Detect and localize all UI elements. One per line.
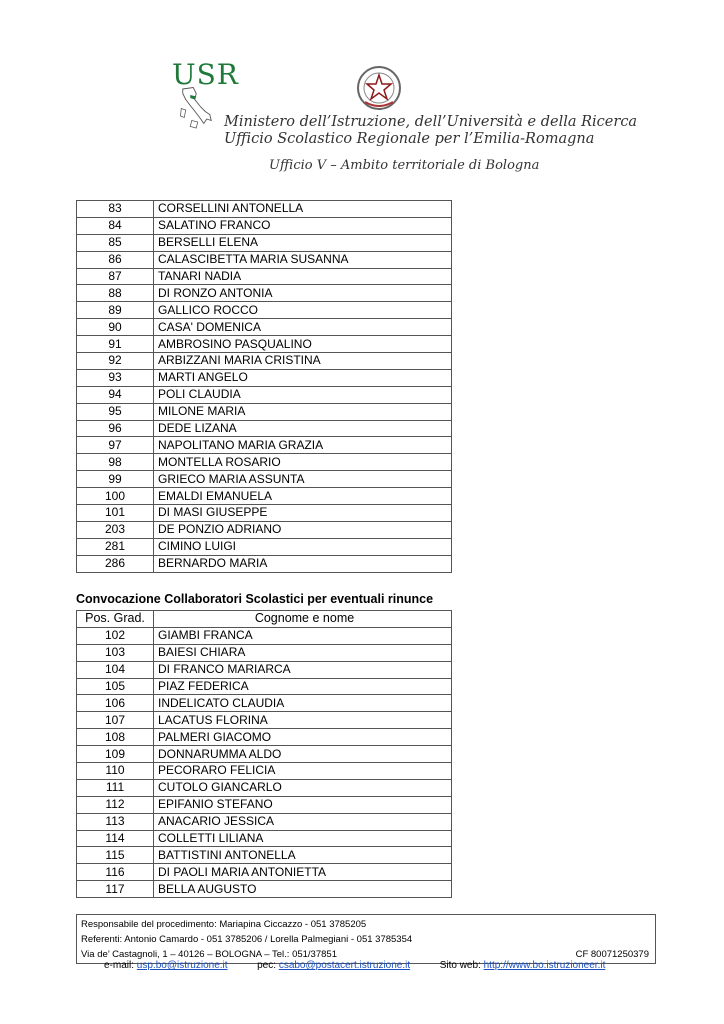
assignment-table bbox=[76, 200, 452, 573]
name-cell: DI PAOLI MARIA ANTONIETTA bbox=[154, 864, 452, 881]
position-cell: 96 bbox=[77, 420, 154, 437]
position-cell: 116 bbox=[77, 864, 154, 881]
email-link[interactable]: usp.bo@istruzione.it bbox=[136, 960, 228, 971]
position-cell: 281 bbox=[77, 538, 154, 555]
name-cell: BERSELLI ELENA bbox=[154, 234, 452, 251]
name-cell: ANACARIO JESSICA bbox=[154, 813, 452, 830]
name-cell: MONTELLA ROSARIO bbox=[154, 454, 452, 471]
position-cell: 117 bbox=[77, 881, 154, 898]
name-cell: INDELICATO CLAUDIA bbox=[154, 695, 452, 712]
position-cell: 107 bbox=[77, 712, 154, 729]
table-row bbox=[77, 285, 452, 302]
position-cell: 111 bbox=[77, 779, 154, 796]
column-header-name: Cognome e nome bbox=[154, 611, 452, 628]
column-header-position: Pos. Grad. bbox=[77, 611, 154, 628]
name-cell: CIMINO LUIGI bbox=[154, 538, 452, 555]
section-title: Convocazione Collaboratori Scolastici per eventuali rinunce bbox=[76, 592, 434, 606]
name-cell: MILONE MARIA bbox=[154, 403, 452, 420]
letterhead bbox=[0, 0, 724, 190]
name-cell: BATTISTINI ANTONELLA bbox=[154, 847, 452, 864]
table-row bbox=[77, 521, 452, 538]
italy-map-icon bbox=[172, 86, 222, 146]
name-cell: COLLETTI LILIANA bbox=[154, 830, 452, 847]
name-cell: AMBROSINO PASQUALINO bbox=[154, 336, 452, 353]
name-cell: BERNARDO MARIA bbox=[154, 555, 452, 572]
table-row bbox=[77, 488, 452, 505]
position-cell: 90 bbox=[77, 319, 154, 336]
name-cell: LACATUS FLORINA bbox=[154, 712, 452, 729]
name-cell: POLI CLAUDIA bbox=[154, 386, 452, 403]
position-cell: 99 bbox=[77, 471, 154, 488]
name-cell: DI RONZO ANTONIA bbox=[154, 285, 452, 302]
table-row bbox=[77, 661, 452, 678]
name-cell: GRIECO MARIA ASSUNTA bbox=[154, 471, 452, 488]
position-cell: 112 bbox=[77, 796, 154, 813]
position-cell: 84 bbox=[77, 217, 154, 234]
table-row bbox=[77, 234, 452, 251]
table-row bbox=[77, 319, 452, 336]
footer-tax-code: CF 80071250379 bbox=[575, 949, 649, 960]
pec-label: pec: bbox=[257, 960, 277, 971]
table-row bbox=[77, 847, 452, 864]
pec-link[interactable]: csabo@postacert.istruzione.it bbox=[278, 960, 411, 971]
table-row bbox=[77, 505, 452, 522]
position-cell: 102 bbox=[77, 627, 154, 644]
usr-logo-label: USR bbox=[172, 58, 239, 91]
position-cell: 114 bbox=[77, 830, 154, 847]
position-cell: 93 bbox=[77, 369, 154, 386]
reserve-table-body bbox=[77, 627, 452, 897]
footer-referenti: Referenti: Antonio Camardo - 051 3785206 / Lorella Palmegiani - 051 3785354 bbox=[81, 934, 413, 945]
position-cell: 115 bbox=[77, 847, 154, 864]
name-cell: EMALDI EMANUELA bbox=[154, 488, 452, 505]
position-cell: 113 bbox=[77, 813, 154, 830]
name-cell: PALMERI GIACOMO bbox=[154, 729, 452, 746]
position-cell: 98 bbox=[77, 454, 154, 471]
position-cell: 95 bbox=[77, 403, 154, 420]
table-header-row bbox=[77, 611, 452, 628]
name-cell: BAIESI CHIARA bbox=[154, 644, 452, 661]
email-label: e-mail: bbox=[104, 960, 135, 971]
table-row bbox=[77, 403, 452, 420]
table-row bbox=[77, 302, 452, 319]
table-row bbox=[77, 471, 452, 488]
name-cell: TANARI NADIA bbox=[154, 268, 452, 285]
republic-emblem-icon bbox=[355, 64, 403, 112]
table-row bbox=[77, 729, 452, 746]
name-cell: DONNARUMMA ALDO bbox=[154, 746, 452, 763]
position-cell: 108 bbox=[77, 729, 154, 746]
position-cell: 106 bbox=[77, 695, 154, 712]
position-cell: 85 bbox=[77, 234, 154, 251]
name-cell: BELLA AUGUSTO bbox=[154, 881, 452, 898]
table-row bbox=[77, 763, 452, 780]
regional-office-line: Ufficio Scolastico Regionale per l’Emilia-Romagna bbox=[224, 131, 595, 147]
table-row bbox=[77, 353, 452, 370]
office-line: Ufficio V – Ambito territoriale di Bologna bbox=[269, 158, 540, 173]
table-row bbox=[77, 454, 452, 471]
table-row bbox=[77, 437, 452, 454]
table-row bbox=[77, 712, 452, 729]
reserve-table bbox=[76, 610, 452, 898]
name-cell: EPIFANIO STEFANO bbox=[154, 796, 452, 813]
table-row bbox=[77, 538, 452, 555]
table-row bbox=[77, 627, 452, 644]
website-link[interactable]: http://www.bo.istruzioneer.it bbox=[483, 960, 606, 971]
position-cell: 110 bbox=[77, 763, 154, 780]
name-cell: ARBIZZANI MARIA CRISTINA bbox=[154, 353, 452, 370]
position-cell: 286 bbox=[77, 555, 154, 572]
position-cell: 91 bbox=[77, 336, 154, 353]
table-row bbox=[77, 555, 452, 572]
position-cell: 109 bbox=[77, 746, 154, 763]
table-row bbox=[77, 864, 452, 881]
position-cell: 92 bbox=[77, 353, 154, 370]
table-row bbox=[77, 420, 452, 437]
website-label: Sito web: bbox=[439, 960, 481, 971]
contacts-line bbox=[104, 960, 605, 971]
footer-address: Via de’ Castagnoli, 1 – 40126 – BOLOGNA – Tel.: 051/37851 bbox=[81, 949, 337, 960]
ministry-name bbox=[224, 114, 637, 148]
name-cell: MARTI ANGELO bbox=[154, 369, 452, 386]
name-cell: DEDE LIZANA bbox=[154, 420, 452, 437]
table-row bbox=[77, 830, 452, 847]
position-cell: 101 bbox=[77, 505, 154, 522]
name-cell: CALASCIBETTA MARIA SUSANNA bbox=[154, 251, 452, 268]
position-cell: 89 bbox=[77, 302, 154, 319]
position-cell: 103 bbox=[77, 644, 154, 661]
name-cell: CORSELLINI ANTONELLA bbox=[154, 201, 452, 218]
name-cell: DI MASI GIUSEPPE bbox=[154, 505, 452, 522]
position-cell: 87 bbox=[77, 268, 154, 285]
name-cell: SALATINO FRANCO bbox=[154, 217, 452, 234]
footer-box bbox=[76, 914, 656, 964]
name-cell: CASA' DOMENICA bbox=[154, 319, 452, 336]
position-cell: 94 bbox=[77, 386, 154, 403]
table-row bbox=[77, 251, 452, 268]
table-row bbox=[77, 644, 452, 661]
name-cell: NAPOLITANO MARIA GRAZIA bbox=[154, 437, 452, 454]
table-row bbox=[77, 746, 452, 763]
table-row bbox=[77, 369, 452, 386]
table-row bbox=[77, 881, 452, 898]
name-cell: CUTOLO GIANCARLO bbox=[154, 779, 452, 796]
assignment-table-body bbox=[77, 201, 452, 573]
table-row bbox=[77, 678, 452, 695]
table-row bbox=[77, 336, 452, 353]
table-row bbox=[77, 386, 452, 403]
table-row bbox=[77, 779, 452, 796]
name-cell: GALLICO ROCCO bbox=[154, 302, 452, 319]
table-row bbox=[77, 796, 452, 813]
position-cell: 203 bbox=[77, 521, 154, 538]
name-cell: GIAMBI FRANCA bbox=[154, 627, 452, 644]
position-cell: 100 bbox=[77, 488, 154, 505]
table-row bbox=[77, 813, 452, 830]
position-cell: 97 bbox=[77, 437, 154, 454]
position-cell: 86 bbox=[77, 251, 154, 268]
table-row bbox=[77, 268, 452, 285]
name-cell: PECORARO FELICIA bbox=[154, 763, 452, 780]
table-row bbox=[77, 201, 452, 218]
name-cell: DI FRANCO MARIARCA bbox=[154, 661, 452, 678]
table-row bbox=[77, 695, 452, 712]
position-cell: 105 bbox=[77, 678, 154, 695]
table-row bbox=[77, 217, 452, 234]
position-cell: 104 bbox=[77, 661, 154, 678]
name-cell: DE PONZIO ADRIANO bbox=[154, 521, 452, 538]
position-cell: 88 bbox=[77, 285, 154, 302]
footer-responsabile: Responsabile del procedimento: Mariapina Ciccazzo - 051 3785205 bbox=[81, 919, 367, 930]
name-cell: PIAZ FEDERICA bbox=[154, 678, 452, 695]
position-cell: 83 bbox=[77, 201, 154, 218]
ministry-line: Ministero dell’Istruzione, dell’Università e della Ricerca bbox=[224, 114, 638, 130]
